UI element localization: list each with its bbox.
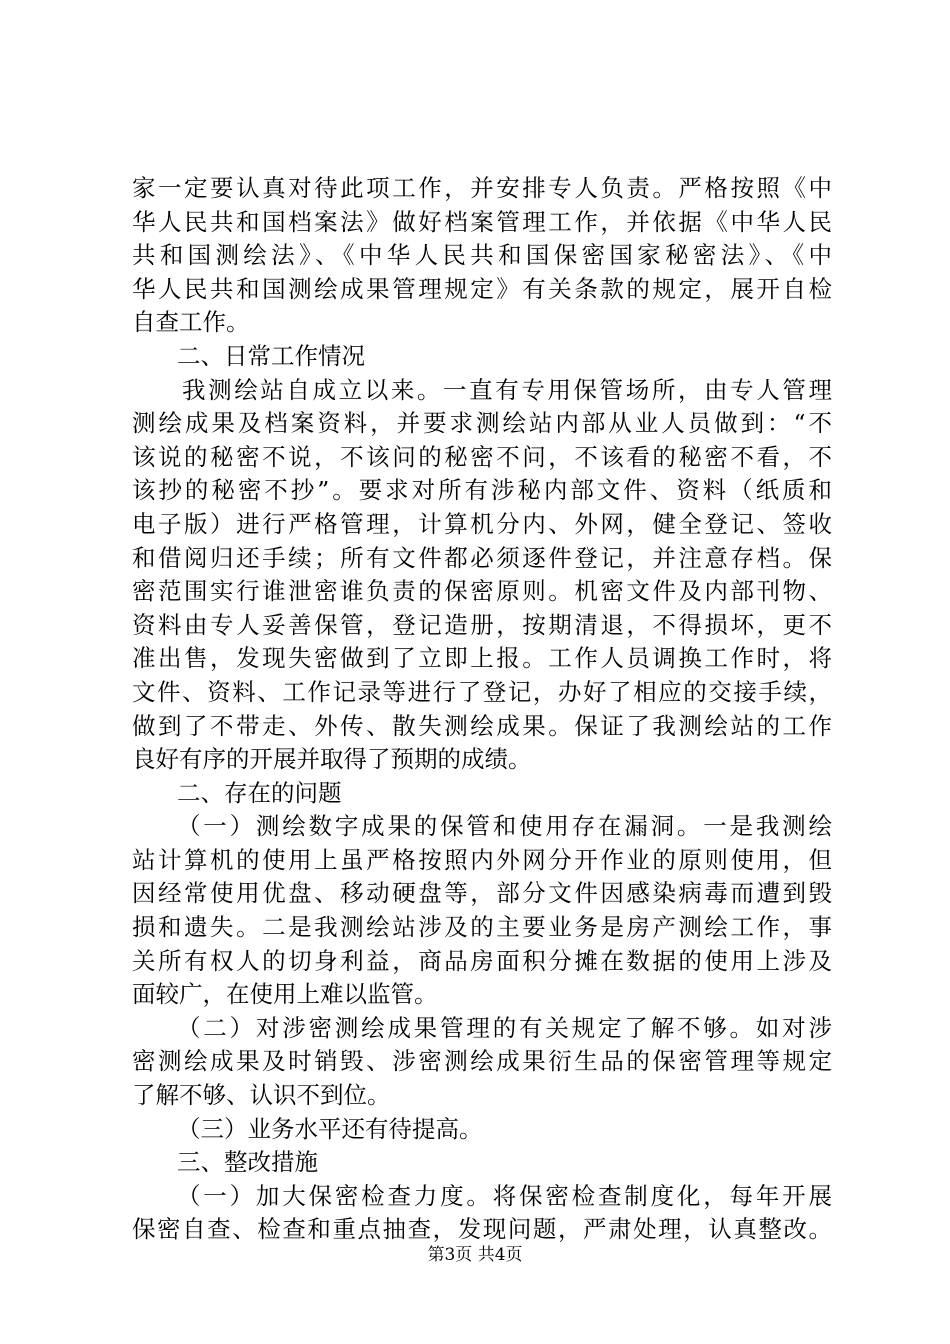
text-line: 电子版）进行严格管理，计算机分内、外网，健全登记、签收 <box>132 509 832 538</box>
text-line: 做到了不带走、外传、散失测绘成果。保证了我测绘站的工作 <box>132 711 832 740</box>
text-line: 站计算机的使用上虽严格按照内外网分开作业的原则使用，但 <box>132 845 832 874</box>
text-line: 该说的秘密不说，不该问的秘密不问，不该看的秘密不看，不 <box>132 442 832 471</box>
text-line: 共和国测绘法》、《中华人民共和国保密国家秘密法》、《中 <box>132 241 832 270</box>
text-line: 该抄的秘密不抄”。要求对所有涉秘内部文件、资料（纸质和 <box>132 476 832 505</box>
page-number-label: 第3页 共4页 <box>427 1245 523 1265</box>
page-footer <box>0 1243 950 1267</box>
text-line: 测绘成果及档案资料，并要求测绘站内部从业人员做到：“不 <box>132 409 832 438</box>
text-line: 因经常使用优盘、移动硬盘等，部分文件因感染病毒而遭到毁 <box>132 879 832 908</box>
section-heading: 三、整改措施 <box>177 1148 318 1177</box>
text-line: 损和遗失。二是我测绘站涉及的主要业务是房产测绘工作，事 <box>132 913 832 942</box>
text-line: （一）加大保密检查力度。将保密检查制度化，每年开展 <box>177 1181 832 1210</box>
text-line: 家一定要认真对待此项工作，并安排专人负责。严格按照《中 <box>132 174 832 202</box>
section-heading: 二、日常工作情况 <box>177 341 365 370</box>
text-line: （三）业务水平还有待提高。 <box>177 1114 483 1143</box>
text-line: 自查工作。 <box>132 308 250 337</box>
text-line: 密范围实行谁泄密谁负责的保密原则。机密文件及内部刊物、 <box>132 577 832 606</box>
text-line: 密测绘成果及时销毁、涉密测绘成果衍生品的保密管理等规定 <box>132 1047 832 1076</box>
section-heading: 二、存在的问题 <box>177 778 342 807</box>
text-line: （一）测绘数字成果的保管和使用存在漏洞。一是我测绘 <box>177 812 832 841</box>
text-line: 和借阅归还手续；所有文件都必须逐件登记，并注意存档。保 <box>132 543 832 572</box>
text-line: 我测绘站自成立以来。一直有专用保管场所，由专人管理 <box>182 375 832 404</box>
text-line: 资料由专人妥善保管，登记造册，按期清退，不得损坏，更不 <box>132 610 832 639</box>
text-line: 华人民共和国测绘成果管理规定》有关条款的规定，展开自检 <box>132 274 832 303</box>
text-line: 面较广，在使用上难以监管。 <box>132 980 438 1009</box>
document-body <box>132 172 832 1247</box>
text-line: 良好有序的开展并取得了预期的成绩。 <box>132 745 532 774</box>
text-line: 准出售，发现失密做到了立即上报。工作人员调换工作时，将 <box>132 644 832 673</box>
text-line: 关所有权人的切身利益，商品房面积分摊在数据的使用上涉及 <box>132 946 832 975</box>
text-line: 保密自查、检查和重点抽查，发现问题，严肃处理，认真整改。 <box>132 1215 832 1244</box>
text-line: 文件、资料、工作记录等进行了登记，办好了相应的交接手续， <box>132 677 832 706</box>
text-line: 了解不够、认识不到位。 <box>132 1081 391 1110</box>
text-line: 华人民共和国档案法》做好档案管理工作，并依据《中华人民 <box>132 207 832 236</box>
text-line: （二）对涉密测绘成果管理的有关规定了解不够。如对涉 <box>177 1013 832 1042</box>
